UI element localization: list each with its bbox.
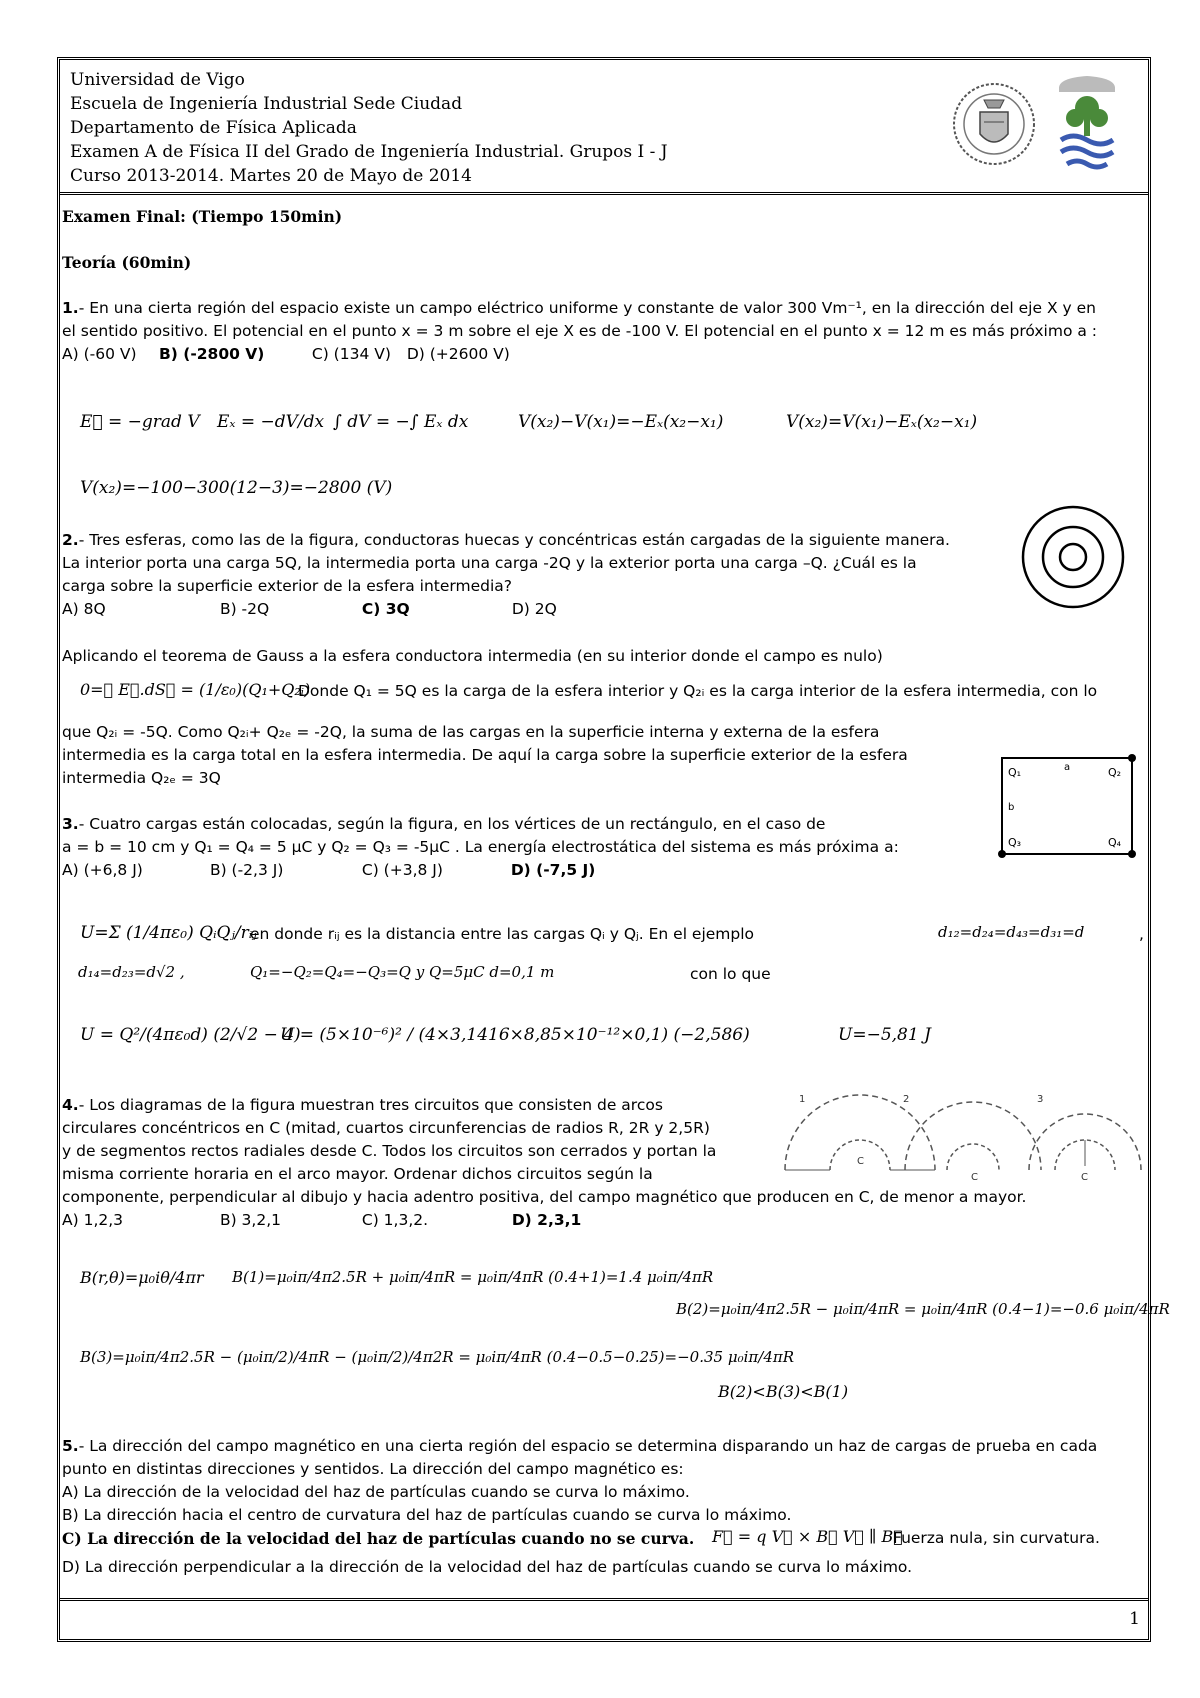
fig-label-q1: Q₁ <box>1008 766 1022 779</box>
fig-label-q3: Q₃ <box>1008 836 1022 849</box>
q3-option-b: B) (-2,3 J) <box>209 861 284 879</box>
q3-options <box>62 859 1148 882</box>
header <box>60 60 1148 195</box>
q4-text: - Los diagramas de la figura muestran tres circuitos que consisten de arcos <box>78 1096 663 1114</box>
fig-label-q4: Q₄ <box>1108 836 1122 849</box>
q5-option-a: A) La dirección de la velocidad del haz de partículas cuando se curva lo máximo. <box>62 1483 690 1501</box>
q1-option-a: A) (-60 V) <box>62 345 137 363</box>
q1-options <box>62 343 1148 366</box>
q2-option-b: B) -2Q <box>219 600 270 618</box>
circuit-1-label: 1 <box>799 1094 806 1105</box>
q1-eq-numeric: V(x₂)=−100−300(12−3)=−2800 (V) <box>80 478 393 498</box>
q1-option-b: B) (-2800 V) <box>158 345 265 363</box>
vigo-coat-of-arms-logo <box>1053 70 1121 180</box>
q3-line2: a = b = 10 cm y Q₁ = Q₄ = 5 μC y Q₂ = Q₃ = -5μC . La energía electrostática del sistema es más próxima a: <box>62 838 899 856</box>
q2-solution-line5: intermedia Q₂ₑ = 3Q <box>62 769 221 787</box>
q5-line1 <box>62 1435 1148 1458</box>
circuit-2-label: 2 <box>903 1094 910 1105</box>
q1-eq-gradient: E⃗ = −grad V <box>80 412 200 432</box>
q2-solution-line4: intermedia es la carga total en la esfera intermedia. De aquí la carga sobre la superficie exterior de la esfera <box>62 746 908 764</box>
q4-option-b: B) 3,2,1 <box>219 1211 281 1229</box>
q2-line2: La interior porta una carga 5Q, la intermedia porta una carga -2Q y la exterior porta una carga –Q. ¿Cuál es la <box>62 554 917 572</box>
q4-line5: componente, perpendicular al dibujo y hacia adentro positiva, del campo magnético que producen en C, de menor a mayor. <box>62 1188 1027 1206</box>
q3-option-d: D) (-7,5 J) <box>510 861 596 879</box>
q3-comma: , <box>1139 925 1144 943</box>
q3-text: - Cuatro cargas están colocadas, según la figura, en los vértices de un rectángulo, en el caso de <box>78 815 826 833</box>
q3-distance-eq1: d₁₂=d₂₄=d₄₃=d₃₁=d <box>938 923 1085 941</box>
footer-box <box>60 1598 1148 1639</box>
q2-option-d: D) 2Q <box>511 600 557 618</box>
exam-title: Examen Final: (Tiempo 150min) <box>62 207 343 226</box>
q5-line2: punto en distintas direcciones y sentidos. La dirección del campo magnético es: <box>62 1460 684 1478</box>
q2-gauss-equation: 0=∮ E⃗.dS⃗ = (1/ε₀)(Q₁+Q₂ᵢ) <box>80 680 311 699</box>
q3-option-a: A) (+6,8 J) <box>62 861 143 879</box>
q1-number: 1. <box>62 299 79 317</box>
q5-force-eq: F⃗ = q V⃗ × B⃗ V⃗ ∥ B⃗ <box>712 1527 903 1546</box>
q2-option-c: C) 3Q <box>361 600 410 618</box>
q3-distance-eq2: d₁₄=d₂₃=d√2 , <box>78 963 185 981</box>
q4-option-c: C) 1,3,2. <box>361 1211 429 1229</box>
q4-option-d: D) 2,3,1 <box>511 1211 582 1229</box>
q3-number: 3. <box>62 815 79 833</box>
q2-solution-line2: Donde Q₁ = 5Q es la carga de la esfera interior y Q₂ᵢ es la carga interior de la esfera intermedia, con lo <box>298 682 1098 700</box>
q1-eq-integral: ∫ dV = −∫ Eₓ dx <box>333 412 469 432</box>
q4-line1 <box>62 1094 762 1117</box>
q3-energy-formula: U=Σ (1/4πε₀) QᵢQⱼ/rᵢⱼ <box>80 923 257 943</box>
q2-solution-line3: que Q₂ᵢ = -5Q. Como Q₂ᵢ+ Q₂ₑ = -2Q, la suma de las cargas en la superficie interna y externa de la esfera <box>62 723 880 741</box>
q1-line2: el sentido positivo. El potencial en el punto x = 3 m sobre el eje X es de -100 V. El potencial en el punto x = 12 m es más próximo a : <box>62 322 1098 340</box>
q2-options <box>62 598 1148 621</box>
fig-label-a: a <box>1064 762 1071 773</box>
q3-solution-text: en donde rᵢⱼ es la distancia entre las cargas Qᵢ y Qⱼ. En el ejemplo <box>250 925 755 943</box>
q2-number: 2. <box>62 531 79 549</box>
q1-eq-result: V(x₂)=V(x₁)−Eₓ(x₂−x₁) <box>786 412 978 432</box>
q1-option-c: C) (134 V) <box>311 345 391 363</box>
q5-force-note: Fuerza nula, sin curvatura. <box>893 1529 1100 1547</box>
section-title: Teoría (60min) <box>62 253 192 272</box>
university-seal-logo <box>950 72 1038 177</box>
q2-solution-intro: Aplicando el teorema de Gauss a la esfera conductora intermedia (en su interior donde el campo es nulo) <box>62 647 883 665</box>
q4-eq-b3: B(3)=μ₀iπ/4π2.5R − (μ₀iπ/2)/4πR − (μ₀iπ/2)/4π2R = μ₀iπ/4πR (0.4−0.5−0.25)=−0.35 μ₀iπ/4πR <box>80 1348 795 1366</box>
q1-eq-difference: V(x₂)−V(x₁)=−Eₓ(x₂−x₁) <box>518 412 724 432</box>
q5-text: - La dirección del campo magnético en una cierta región del espacio se determina disparando un haz de cargas de prueba en cada <box>78 1437 1098 1455</box>
header-course: Curso 2013-2014. Martes 20 de Mayo de 2014 <box>70 166 472 186</box>
page-number: 1 <box>1129 1609 1140 1629</box>
q1-line1 <box>62 297 1148 320</box>
q5-number: 5. <box>62 1437 79 1455</box>
q4-line4: misma corriente horaria en el arco mayor. Ordenar dichos circuitos según la <box>62 1165 653 1183</box>
q5-option-b: B) La dirección hacia el centro de curvatura del haz de partículas cuando se curva lo máximo. <box>62 1506 792 1524</box>
q4-eq-order: B(2)<B(3)<B(1) <box>718 1382 849 1401</box>
q2-text: - Tres esferas, como las de la figura, conductoras huecas y concéntricas están cargadas de la siguiente manera. <box>78 531 950 549</box>
q4-eq-b2: B(2)=μ₀iπ/4π2.5R − μ₀iπ/4πR = μ₀iπ/4πR (0.4−1)=−0.6 μ₀iπ/4πR <box>676 1300 1170 1318</box>
header-school: Escuela de Ingeniería Industrial Sede Ciudad <box>70 94 463 114</box>
q4-number: 4. <box>62 1096 79 1114</box>
circuit-1-center: C <box>857 1156 864 1167</box>
q2-option-a: A) 8Q <box>62 600 106 618</box>
q3-charges-eq: Q₁=−Q₂=Q₄=−Q₃=Q y Q=5μC d=0,1 m <box>250 963 555 981</box>
fig-label-q2: Q₂ <box>1108 766 1122 779</box>
q3-option-c: C) (+3,8 J) <box>361 861 443 879</box>
q4-eq-b1: B(1)=μ₀iπ/4π2.5R + μ₀iπ/4πR = μ₀iπ/4πR (0.4+1)=1.4 μ₀iπ/4πR <box>232 1268 714 1286</box>
q3-con-lo-que: con lo que <box>690 965 771 983</box>
q1-text: - En una cierta región del espacio existe un campo eléctrico uniforme y constante de valor 300 Vm⁻¹, en la dirección del eje X y en <box>78 299 1096 317</box>
q4-line3: y de segmentos rectos radiales desde C. Todos los circuitos son cerrados y portan la <box>62 1142 717 1160</box>
circuit-2-center: C <box>971 1172 978 1180</box>
q5-option-d: D) La dirección perpendicular a la dirección de la velocidad del haz de partículas cuando se curva lo máximo. <box>62 1558 913 1576</box>
q4-line2: circulares concéntricos en C (mitad, cuartos circunferencias de radios R, 2R y 2,5R) <box>62 1119 710 1137</box>
header-university: Universidad de Vigo <box>70 70 245 90</box>
q4-eq-general: B(r,θ)=μ₀iθ/4πr <box>80 1268 204 1287</box>
header-exam: Examen A de Física II del Grado de Ingeniería Industrial. Grupos I - J <box>70 142 668 162</box>
q2-line3: carga sobre la superficie exterior de la esfera intermedia? <box>62 577 513 595</box>
q4-options <box>62 1209 1148 1232</box>
q3-energy-result: U=−5,81 J <box>838 1025 931 1045</box>
q4-option-a: A) 1,2,3 <box>62 1211 124 1229</box>
q2-line1 <box>62 529 1148 552</box>
q1-option-d: D) (+2600 V) <box>406 345 510 363</box>
q1-eq-ex: Eₓ = −dV/dx <box>217 412 325 432</box>
fig-label-b: b <box>1008 802 1015 813</box>
q3-line1 <box>62 813 982 836</box>
circuit-3-center: C <box>1081 1172 1088 1180</box>
q5-option-c: C) La dirección de la velocidad del haz de partículas cuando no se curva. <box>62 1529 695 1548</box>
q3-energy-numeric: U = (5×10⁻⁶)² / (4×3,1416×8,85×10⁻¹²×0,1) (−2,586) <box>280 1025 750 1045</box>
circuit-3-label: 3 <box>1037 1094 1044 1105</box>
q3-energy-symbolic: U = Q²/(4πε₀d) (2/√2 − 4) <box>80 1025 301 1045</box>
header-department: Departamento de Física Aplicada <box>70 118 357 138</box>
